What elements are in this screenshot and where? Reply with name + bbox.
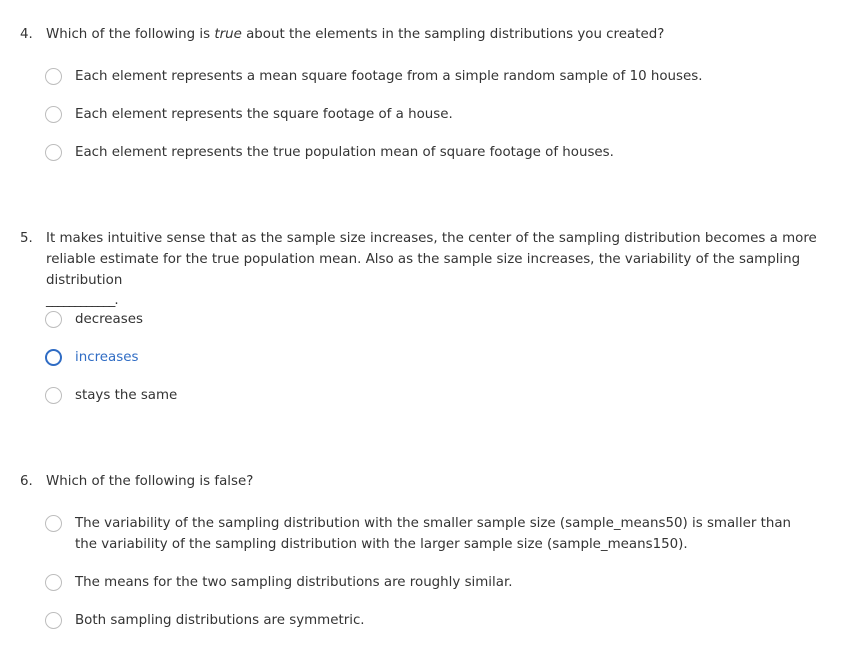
radio-button-selected[interactable]: [45, 349, 62, 366]
question-text-part: Which of the following is: [46, 27, 215, 42]
option-label: Both sampling distributions are symmetric.: [75, 613, 365, 628]
question-number: 5.: [20, 231, 33, 246]
option-label: The variability of the sampling distribution with the smaller sample size (sample_means50) is smaller than the variability of the sampling distribution with the larger sample size (sample_means150).: [75, 516, 792, 552]
question-text-emphasis: true: [214, 27, 242, 42]
radio-button[interactable]: [45, 612, 62, 629]
question-number: 6.: [20, 474, 33, 489]
radio-button[interactable]: [45, 574, 62, 591]
question-text-part: It makes intuitive sense that as the sample size increases, the center of the sampling distribution becomes a more reliable estimate for the true population mean. Also as the sample size increases, the variability of the sampling distribution: [46, 231, 817, 288]
radio-button[interactable]: [45, 106, 62, 123]
option-label: increases: [75, 350, 139, 365]
option-label: stays the same: [75, 388, 178, 403]
radio-button[interactable]: [45, 515, 62, 532]
question-number: 4.: [20, 27, 33, 42]
option-label: Each element represents the square footage of a house.: [75, 107, 453, 122]
radio-button[interactable]: [45, 68, 62, 85]
option-label: Each element represents a mean square footage from a simple random sample of 10 houses.: [75, 69, 703, 84]
radio-button[interactable]: [45, 311, 62, 328]
question-text-part: about the elements in the sampling distributions you created?: [241, 27, 665, 42]
radio-button[interactable]: [45, 387, 62, 404]
answer-blank: ____________.: [46, 293, 118, 308]
radio-button[interactable]: [45, 144, 62, 161]
option-label: Each element represents the true population mean of square footage of houses.: [75, 145, 614, 160]
option-label: The means for the two sampling distributions are roughly similar.: [75, 575, 513, 590]
question-text: [46, 24, 846, 45]
question-text: Which of the following is false?: [46, 474, 254, 489]
option-label: decreases: [75, 312, 143, 327]
question-text: [46, 228, 846, 309]
